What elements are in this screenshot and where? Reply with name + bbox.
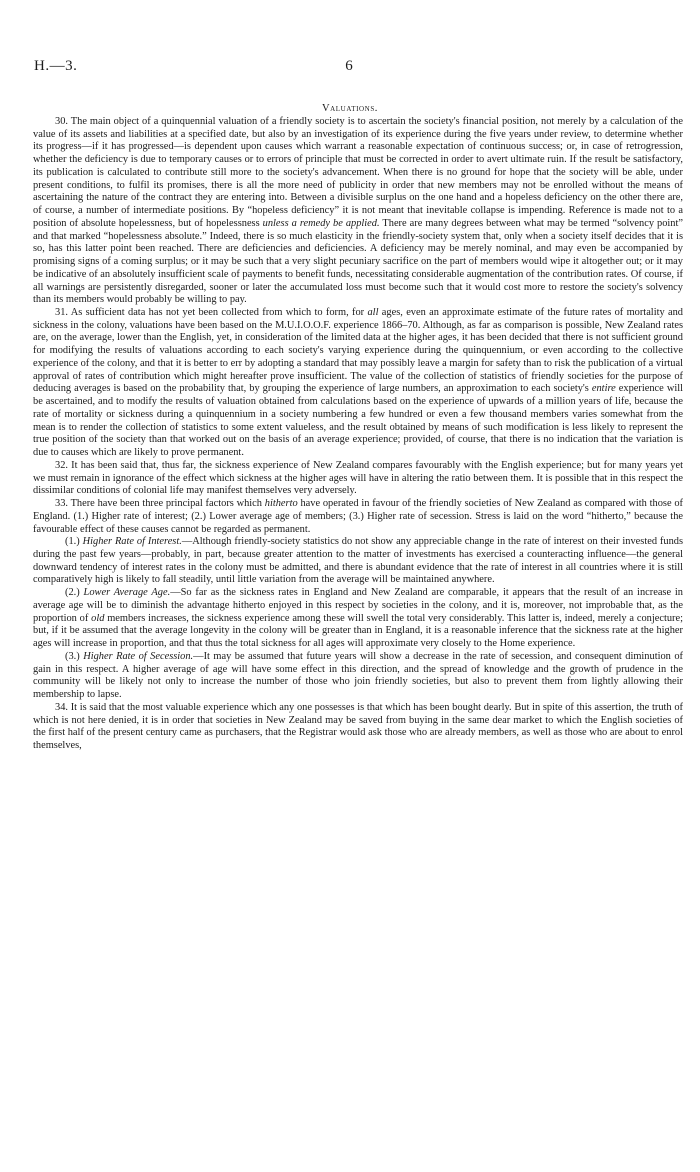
emphasis-text: all [367, 307, 379, 319]
body-text [33, 116, 683, 753]
paragraph-33-1: (1.) Higher Rate of Interest.—Although friendly-society statistics do not show any appreciable change in the rate of interest on their invested funds during the past few years—probably, in part, because greater attention to the matter of investments has exercised a counteracting influence—the general downward tendency of interest rates in the colony must be admitted, and there is abundant evidence that the rate of interest in all countries where it is still comparatively high is likely to fall steadily, until little variation from the average will be maintained anywhere. [33, 536, 684, 586]
emphasis-text: hitherto [264, 498, 298, 510]
paragraph-33-2: (2.) Lower Average Age.—So far as the sickness rates in England and New Zealand are comparable, it appears that the result of an increase in average age will be to diminish the advantage hitherto enjoyed in this respect by societies in the colony, and it is, moreover, not improbable that, as the proportion of old members increases, the sickness experience among these will swell the total very considerably. This latter is, indeed, merely a conjecture; but, if it be assumed that the average longevity in the colony will be greater than in England, it is a reasonable inference that the sickness rate at the higher ages will increase in proportion, and that thus the total sickness for all ages will approximate very closely to the Home experience. [33, 587, 684, 650]
emphasis-text: unless a remedy be applied. [262, 217, 380, 229]
emphasis-text: entire [591, 383, 616, 395]
document-id: H.—3. [34, 58, 78, 74]
section-title: Valuations. [321, 103, 379, 114]
subheading: Higher Rate of Interest. [82, 536, 182, 548]
subheading: Lower Average Age. [83, 587, 171, 599]
paragraph-33-3: (3.) Higher Rate of Secession.—It may be assumed that future years will show a decrease in the rate of secession, and consequent diminution of gain in this respect. A higher average of age will have some effect in this direction, and the spread of knowledge and the growth of prudence in the community will be likely not only to increase the number of those who join friendly societies, but also to prevent them from lightly allowing their membership to lapse. [33, 650, 683, 701]
page-number: 6 [345, 58, 353, 74]
paragraph-34: 34. It is said that the most valuable experience which any one possesses is that which has been bought dearly. But in spite of this assertion, the truth of which is not here denied, it is in order that societies in New Zealand may be saved from buying in the same dear market to which the English societies of the first half of the present century came as purchasers, that the Registrar would ask those who are already members, as well as those who are about to enrol themselves, [33, 701, 683, 751]
paragraph-32: 32. It has been said that, thus far, the sickness experience of New Zealand compares favourably with the English experience; but for many years yet we must remain in ignorance of the effect which sickness at the higher ages will have in altering the ratio between them. It is possible that in this respect the dissimilar conditions of colonial life may manifest themselves very adversely. [33, 459, 683, 497]
paragraph-31: 31. As sufficient data has not yet been collected from which to form, for all ages, even an approximate estimate of the future rates of mortality and sickness in the colony, valuations have been based on the M.U.I.O.O.F. experience 1866–70. Although, as far as comparison is possible, New Zealand rates are, on the average, lower than the English, yet, in consideration of the limited data at the higher ages, it has been decided that there is not sufficient ground for modifying the results of valuations according to each society's varying experience during the quinquennium, or even according to the collective experience of the colony, and that it is better to err by adopting a standard that may possibly leave a margin for safety than to risk the publication of a virtual approval of rates of contribution which might hereafter prove insufficient. The value of the collection of statistics of friendly societies for the purpose of deducing averages is based on the probability that, by grouping the experience of large numbers, an approximation to each society's entire experience will be ascertained, and to modify the results of valuation obtained from calculations based on the experience of upwards of a million years of life, because the rate of mortality or sickness during a quinquennium in a society numbering a few hundred or even a few thousand members varies somewhat from the mean is to render the collection of statistics to some extent valueless, and the result obtained by means of such modification is less likely to represent the true position of the society than that worked out on the basis of an average experience; provided, of course, that there is no indication that the variation is due to causes which are likely to prove permanent. [33, 307, 683, 459]
paragraph-33: 33. There have been three principal factors which hitherto have operated in favour of the friendly societies of New Zealand as compared with those of England. (1.) Higher rate of interest; (2.) Lower average age of members; (3.) Higher rate of secession. Stress is laid on the word “hitherto,” because the favourable effect of these causes cannot be regarded as permanent. [33, 498, 683, 535]
paragraph-30: 30. The main object of a quinquennial valuation of a friendly society is to ascertain the society's financial position, not merely by a calculation of the value of its assets and liabilities at a specified date, but also by an investigation of its experience during the five years under review, to determine whether its progress—if it has progressed—is dependent upon causes which warrant a reasonable expectation of continuous success; or, in case of retrogression, whether the deficiency is due to temporary causes or to errors of principle that must be corrected in order to avert ultimate ruin. If the result be satisfactory, its publication is calculated to contribute still more to the society's advancement. When there is no ground for hope that the society will be able, under present conditions, to fulfil its promises, there is all the more need of publicity in order that new members may not be enrolled without the means of ascertaining the nature of the contract they are entering into. Between a divisible surplus on the one hand and a hopeless deficiency on the other there are, of course, a number of intermediate positions. By “hopeless deficiency” it is not meant that inevitable collapse is impending. Reference is made not to a position of absolute hopelessness, but of hopelessness unless a remedy be applied. There are many degrees between what may be termed “solvency point” and that marked “hopelessness absolute.” Indeed, there is so much elasticity in the friendly-society system that, only when a society itself decides that it is so, has this latter point been reached. There are deficiencies and deficiencies. A deficiency may be merely nominal, and may even be accompanied by promising signs of a coming surplus; or it may be such that a very slight pecuniary sacrifice on the part of members would wipe it altogether out; or it may be indicative of an absolutely insufficient scale of payments to benefit funds, necessitating considerable augmentation of the contribution rates. Of course, if all warnings are persistently disregarded, sooner or later the accumulated loss must become such that it would cost more to restore the society's solvency than its members would probably be willing to pay. [33, 116, 683, 306]
emphasis-text: old [91, 612, 105, 624]
subheading: Higher Rate of Secession. [83, 650, 194, 662]
